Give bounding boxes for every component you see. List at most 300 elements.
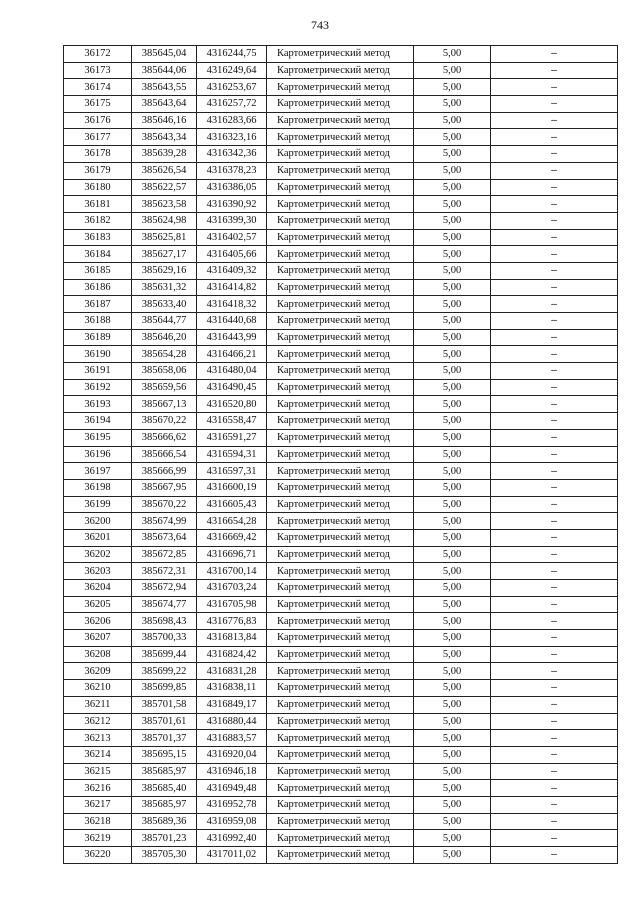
x-coordinate-cell: 385667,95 [132, 479, 197, 496]
table-row [64, 813, 618, 830]
point-number-cell: 36194 [64, 413, 132, 430]
table-row [64, 262, 618, 279]
method-cell: Картометрический метод [267, 780, 414, 797]
accuracy-cell: 5,00 [414, 479, 491, 496]
method-cell: Картометрический метод [267, 696, 414, 713]
table-row [64, 212, 618, 229]
x-coordinate-cell: 385689,36 [132, 813, 197, 830]
x-coordinate-cell: 385623,58 [132, 196, 197, 213]
point-number-cell: 36172 [64, 46, 132, 63]
point-number-cell: 36207 [64, 630, 132, 647]
description-cell: – [491, 346, 618, 363]
point-number-cell: 36204 [64, 580, 132, 597]
accuracy-cell: 5,00 [414, 379, 491, 396]
accuracy-cell: 5,00 [414, 596, 491, 613]
point-number-cell: 36212 [64, 713, 132, 730]
method-cell: Картометрический метод [267, 279, 414, 296]
accuracy-cell: 5,00 [414, 146, 491, 163]
method-cell: Картометрический метод [267, 346, 414, 363]
x-coordinate-cell: 385643,34 [132, 129, 197, 146]
method-cell: Картометрический метод [267, 179, 414, 196]
x-coordinate-cell: 385645,04 [132, 46, 197, 63]
method-cell: Картометрический метод [267, 112, 414, 129]
description-cell: – [491, 613, 618, 630]
table-row [64, 613, 618, 630]
method-cell: Картометрический метод [267, 79, 414, 96]
table-row [64, 663, 618, 680]
accuracy-cell: 5,00 [414, 279, 491, 296]
method-cell: Картометрический метод [267, 529, 414, 546]
accuracy-cell: 5,00 [414, 429, 491, 446]
point-number-cell: 36200 [64, 513, 132, 530]
point-number-cell: 36185 [64, 262, 132, 279]
y-coordinate-cell: 4316443,99 [197, 329, 267, 346]
method-cell: Картометрический метод [267, 379, 414, 396]
accuracy-cell: 5,00 [414, 813, 491, 830]
description-cell: – [491, 396, 618, 413]
description-cell: – [491, 479, 618, 496]
accuracy-cell: 5,00 [414, 847, 491, 864]
y-coordinate-cell: 4316669,42 [197, 529, 267, 546]
x-coordinate-cell: 385667,13 [132, 396, 197, 413]
x-coordinate-cell: 385626,54 [132, 162, 197, 179]
accuracy-cell: 5,00 [414, 313, 491, 330]
point-number-cell: 36186 [64, 279, 132, 296]
x-coordinate-cell: 385701,61 [132, 713, 197, 730]
accuracy-cell: 5,00 [414, 546, 491, 563]
y-coordinate-cell: 4316703,24 [197, 580, 267, 597]
table-row [64, 79, 618, 96]
method-cell: Картометрический метод [267, 162, 414, 179]
point-number-cell: 36192 [64, 379, 132, 396]
y-coordinate-cell: 4316386,05 [197, 179, 267, 196]
method-cell: Картометрический метод [267, 229, 414, 246]
point-number-cell: 36215 [64, 763, 132, 780]
description-cell: – [491, 212, 618, 229]
y-coordinate-cell: 4316883,57 [197, 730, 267, 747]
point-number-cell: 36177 [64, 129, 132, 146]
method-cell: Картометрический метод [267, 413, 414, 430]
y-coordinate-cell: 4316558,47 [197, 413, 267, 430]
table-row [64, 696, 618, 713]
table-row [64, 179, 618, 196]
x-coordinate-cell: 385699,85 [132, 680, 197, 697]
table-row [64, 746, 618, 763]
method-cell: Картометрический метод [267, 596, 414, 613]
method-cell: Картометрический метод [267, 813, 414, 830]
point-number-cell: 36193 [64, 396, 132, 413]
point-number-cell: 36211 [64, 696, 132, 713]
x-coordinate-cell: 385633,40 [132, 296, 197, 313]
point-number-cell: 36183 [64, 229, 132, 246]
point-number-cell: 36210 [64, 680, 132, 697]
accuracy-cell: 5,00 [414, 396, 491, 413]
y-coordinate-cell: 4316705,98 [197, 596, 267, 613]
accuracy-cell: 5,00 [414, 46, 491, 63]
table-row [64, 479, 618, 496]
accuracy-cell: 5,00 [414, 346, 491, 363]
x-coordinate-cell: 385666,99 [132, 463, 197, 480]
accuracy-cell: 5,00 [414, 796, 491, 813]
description-cell: – [491, 463, 618, 480]
x-coordinate-cell: 385654,28 [132, 346, 197, 363]
method-cell: Картометрический метод [267, 830, 414, 847]
description-cell: – [491, 763, 618, 780]
description-cell: – [491, 313, 618, 330]
point-number-cell: 36176 [64, 112, 132, 129]
method-cell: Картометрический метод [267, 146, 414, 163]
table-row [64, 379, 618, 396]
y-coordinate-cell: 4316466,21 [197, 346, 267, 363]
y-coordinate-cell: 4316253,67 [197, 79, 267, 96]
point-number-cell: 36205 [64, 596, 132, 613]
table-row [64, 446, 618, 463]
description-cell: – [491, 663, 618, 680]
table-row [64, 413, 618, 430]
description-cell: – [491, 680, 618, 697]
point-number-cell: 36173 [64, 62, 132, 79]
y-coordinate-cell: 4316605,43 [197, 496, 267, 513]
x-coordinate-cell: 385670,22 [132, 496, 197, 513]
description-cell: – [491, 596, 618, 613]
table-row [64, 279, 618, 296]
accuracy-cell: 5,00 [414, 730, 491, 747]
table-row [64, 529, 618, 546]
method-cell: Картометрический метод [267, 396, 414, 413]
accuracy-cell: 5,00 [414, 630, 491, 647]
description-cell: – [491, 646, 618, 663]
point-number-cell: 36203 [64, 563, 132, 580]
point-number-cell: 36181 [64, 196, 132, 213]
y-coordinate-cell: 4316700,14 [197, 563, 267, 580]
y-coordinate-cell: 4316399,30 [197, 212, 267, 229]
y-coordinate-cell: 4316654,28 [197, 513, 267, 530]
description-cell: – [491, 162, 618, 179]
point-number-cell: 36187 [64, 296, 132, 313]
method-cell: Картометрический метод [267, 463, 414, 480]
table-row [64, 596, 618, 613]
table-row [64, 730, 618, 747]
y-coordinate-cell: 4316949,48 [197, 780, 267, 797]
table-row [64, 847, 618, 864]
accuracy-cell: 5,00 [414, 446, 491, 463]
description-cell: – [491, 496, 618, 513]
description-cell: – [491, 196, 618, 213]
x-coordinate-cell: 385659,56 [132, 379, 197, 396]
y-coordinate-cell: 4316440,68 [197, 313, 267, 330]
y-coordinate-cell: 4316600,19 [197, 479, 267, 496]
description-cell: – [491, 780, 618, 797]
point-number-cell: 36220 [64, 847, 132, 864]
accuracy-cell: 5,00 [414, 62, 491, 79]
accuracy-cell: 5,00 [414, 680, 491, 697]
table-row [64, 146, 618, 163]
description-cell: – [491, 730, 618, 747]
description-cell: – [491, 62, 618, 79]
x-coordinate-cell: 385701,23 [132, 830, 197, 847]
table-row [64, 463, 618, 480]
y-coordinate-cell: 4316490,45 [197, 379, 267, 396]
x-coordinate-cell: 385670,22 [132, 413, 197, 430]
description-cell: – [491, 246, 618, 263]
accuracy-cell: 5,00 [414, 463, 491, 480]
accuracy-cell: 5,00 [414, 763, 491, 780]
point-number-cell: 36195 [64, 429, 132, 446]
description-cell: – [491, 229, 618, 246]
method-cell: Картометрический метод [267, 129, 414, 146]
table-row [64, 246, 618, 263]
x-coordinate-cell: 385666,62 [132, 429, 197, 446]
method-cell: Картометрический метод [267, 262, 414, 279]
description-cell: – [491, 847, 618, 864]
table-row [64, 580, 618, 597]
table-row [64, 563, 618, 580]
point-number-cell: 36214 [64, 746, 132, 763]
description-cell: – [491, 429, 618, 446]
point-number-cell: 36188 [64, 313, 132, 330]
method-cell: Картометрический метод [267, 496, 414, 513]
accuracy-cell: 5,00 [414, 112, 491, 129]
method-cell: Картометрический метод [267, 563, 414, 580]
point-number-cell: 36209 [64, 663, 132, 680]
description-cell: – [491, 713, 618, 730]
point-number-cell: 36180 [64, 179, 132, 196]
method-cell: Картометрический метод [267, 630, 414, 647]
method-cell: Картометрический метод [267, 246, 414, 263]
table-row [64, 46, 618, 63]
accuracy-cell: 5,00 [414, 96, 491, 113]
description-cell: – [491, 363, 618, 380]
x-coordinate-cell: 385627,17 [132, 246, 197, 263]
point-number-cell: 36182 [64, 212, 132, 229]
y-coordinate-cell: 4316920,04 [197, 746, 267, 763]
description-cell: – [491, 830, 618, 847]
description-cell: – [491, 96, 618, 113]
point-number-cell: 36191 [64, 363, 132, 380]
x-coordinate-cell: 385624,98 [132, 212, 197, 229]
accuracy-cell: 5,00 [414, 162, 491, 179]
method-cell: Картометрический метод [267, 713, 414, 730]
point-number-cell: 36201 [64, 529, 132, 546]
x-coordinate-cell: 385673,64 [132, 529, 197, 546]
x-coordinate-cell: 385700,33 [132, 630, 197, 647]
accuracy-cell: 5,00 [414, 129, 491, 146]
description-cell: – [491, 446, 618, 463]
point-number-cell: 36208 [64, 646, 132, 663]
table-row [64, 546, 618, 563]
accuracy-cell: 5,00 [414, 513, 491, 530]
method-cell: Картометрический метод [267, 212, 414, 229]
method-cell: Картометрический метод [267, 746, 414, 763]
table-row [64, 346, 618, 363]
accuracy-cell: 5,00 [414, 696, 491, 713]
description-cell: – [491, 546, 618, 563]
method-cell: Картометрический метод [267, 479, 414, 496]
accuracy-cell: 5,00 [414, 246, 491, 263]
point-number-cell: 36217 [64, 796, 132, 813]
description-cell: – [491, 46, 618, 63]
y-coordinate-cell: 4316414,82 [197, 279, 267, 296]
x-coordinate-cell: 385643,64 [132, 96, 197, 113]
y-coordinate-cell: 4316342,36 [197, 146, 267, 163]
table-row [64, 96, 618, 113]
x-coordinate-cell: 385666,54 [132, 446, 197, 463]
y-coordinate-cell: 4316402,57 [197, 229, 267, 246]
point-number-cell: 36216 [64, 780, 132, 797]
table-row [64, 129, 618, 146]
point-number-cell: 36175 [64, 96, 132, 113]
x-coordinate-cell: 385672,85 [132, 546, 197, 563]
y-coordinate-cell: 4316283,66 [197, 112, 267, 129]
coordinates-table [63, 45, 618, 864]
accuracy-cell: 5,00 [414, 663, 491, 680]
y-coordinate-cell: 4316831,28 [197, 663, 267, 680]
point-number-cell: 36179 [64, 162, 132, 179]
y-coordinate-cell: 4316418,32 [197, 296, 267, 313]
y-coordinate-cell: 4316880,44 [197, 713, 267, 730]
table-row [64, 630, 618, 647]
table-row [64, 646, 618, 663]
accuracy-cell: 5,00 [414, 296, 491, 313]
point-number-cell: 36197 [64, 463, 132, 480]
x-coordinate-cell: 385699,44 [132, 646, 197, 663]
description-cell: – [491, 413, 618, 430]
x-coordinate-cell: 385705,30 [132, 847, 197, 864]
x-coordinate-cell: 385658,06 [132, 363, 197, 380]
point-number-cell: 36196 [64, 446, 132, 463]
method-cell: Картометрический метод [267, 680, 414, 697]
x-coordinate-cell: 385672,94 [132, 580, 197, 597]
x-coordinate-cell: 385622,57 [132, 179, 197, 196]
method-cell: Картометрический метод [267, 546, 414, 563]
table-row [64, 763, 618, 780]
y-coordinate-cell: 4316813,84 [197, 630, 267, 647]
table-row [64, 296, 618, 313]
x-coordinate-cell: 385629,16 [132, 262, 197, 279]
point-number-cell: 36219 [64, 830, 132, 847]
x-coordinate-cell: 385672,31 [132, 563, 197, 580]
x-coordinate-cell: 385685,97 [132, 763, 197, 780]
accuracy-cell: 5,00 [414, 580, 491, 597]
point-number-cell: 36213 [64, 730, 132, 747]
page-number: 743 [311, 18, 329, 32]
y-coordinate-cell: 4316249,64 [197, 62, 267, 79]
accuracy-cell: 5,00 [414, 196, 491, 213]
point-number-cell: 36178 [64, 146, 132, 163]
point-number-cell: 36184 [64, 246, 132, 263]
table-row [64, 196, 618, 213]
method-cell: Картометрический метод [267, 446, 414, 463]
x-coordinate-cell: 385625,81 [132, 229, 197, 246]
point-number-cell: 36218 [64, 813, 132, 830]
point-number-cell: 36190 [64, 346, 132, 363]
x-coordinate-cell: 385698,43 [132, 613, 197, 630]
description-cell: – [491, 813, 618, 830]
description-cell: – [491, 796, 618, 813]
y-coordinate-cell: 4317011,02 [197, 847, 267, 864]
x-coordinate-cell: 385646,20 [132, 329, 197, 346]
description-cell: – [491, 580, 618, 597]
description-cell: – [491, 563, 618, 580]
y-coordinate-cell: 4316405,66 [197, 246, 267, 263]
method-cell: Картометрический метод [267, 96, 414, 113]
point-number-cell: 36202 [64, 546, 132, 563]
x-coordinate-cell: 385685,40 [132, 780, 197, 797]
point-number-cell: 36189 [64, 329, 132, 346]
method-cell: Картометрический метод [267, 313, 414, 330]
accuracy-cell: 5,00 [414, 563, 491, 580]
x-coordinate-cell: 385644,06 [132, 62, 197, 79]
method-cell: Картометрический метод [267, 613, 414, 630]
description-cell: – [491, 179, 618, 196]
description-cell: – [491, 79, 618, 96]
y-coordinate-cell: 4316594,31 [197, 446, 267, 463]
method-cell: Картометрический метод [267, 196, 414, 213]
accuracy-cell: 5,00 [414, 780, 491, 797]
y-coordinate-cell: 4316696,71 [197, 546, 267, 563]
y-coordinate-cell: 4316378,23 [197, 162, 267, 179]
table-row [64, 229, 618, 246]
description-cell: – [491, 129, 618, 146]
point-number-cell: 36199 [64, 496, 132, 513]
accuracy-cell: 5,00 [414, 179, 491, 196]
y-coordinate-cell: 4316838,11 [197, 680, 267, 697]
table-row [64, 796, 618, 813]
accuracy-cell: 5,00 [414, 79, 491, 96]
description-cell: – [491, 112, 618, 129]
accuracy-cell: 5,00 [414, 212, 491, 229]
accuracy-cell: 5,00 [414, 529, 491, 546]
y-coordinate-cell: 4316824,42 [197, 646, 267, 663]
accuracy-cell: 5,00 [414, 262, 491, 279]
y-coordinate-cell: 4316244,75 [197, 46, 267, 63]
accuracy-cell: 5,00 [414, 713, 491, 730]
method-cell: Картометрический метод [267, 429, 414, 446]
x-coordinate-cell: 385644,77 [132, 313, 197, 330]
method-cell: Картометрический метод [267, 730, 414, 747]
y-coordinate-cell: 4316992,40 [197, 830, 267, 847]
x-coordinate-cell: 385674,99 [132, 513, 197, 530]
x-coordinate-cell: 385701,37 [132, 730, 197, 747]
table-row [64, 830, 618, 847]
accuracy-cell: 5,00 [414, 413, 491, 430]
accuracy-cell: 5,00 [414, 229, 491, 246]
y-coordinate-cell: 4316409,32 [197, 262, 267, 279]
table-row [64, 496, 618, 513]
description-cell: – [491, 529, 618, 546]
accuracy-cell: 5,00 [414, 496, 491, 513]
table-row [64, 162, 618, 179]
method-cell: Картометрический метод [267, 329, 414, 346]
method-cell: Картометрический метод [267, 663, 414, 680]
table-row [64, 513, 618, 530]
accuracy-cell: 5,00 [414, 830, 491, 847]
method-cell: Картометрический метод [267, 296, 414, 313]
description-cell: – [491, 696, 618, 713]
method-cell: Картометрический метод [267, 796, 414, 813]
table-row [64, 713, 618, 730]
table-row [64, 680, 618, 697]
table-row [64, 329, 618, 346]
point-number-cell: 36206 [64, 613, 132, 630]
method-cell: Картометрический метод [267, 646, 414, 663]
description-cell: – [491, 146, 618, 163]
y-coordinate-cell: 4316959,08 [197, 813, 267, 830]
method-cell: Картометрический метод [267, 580, 414, 597]
description-cell: – [491, 296, 618, 313]
table-row [64, 363, 618, 380]
description-cell: – [491, 513, 618, 530]
